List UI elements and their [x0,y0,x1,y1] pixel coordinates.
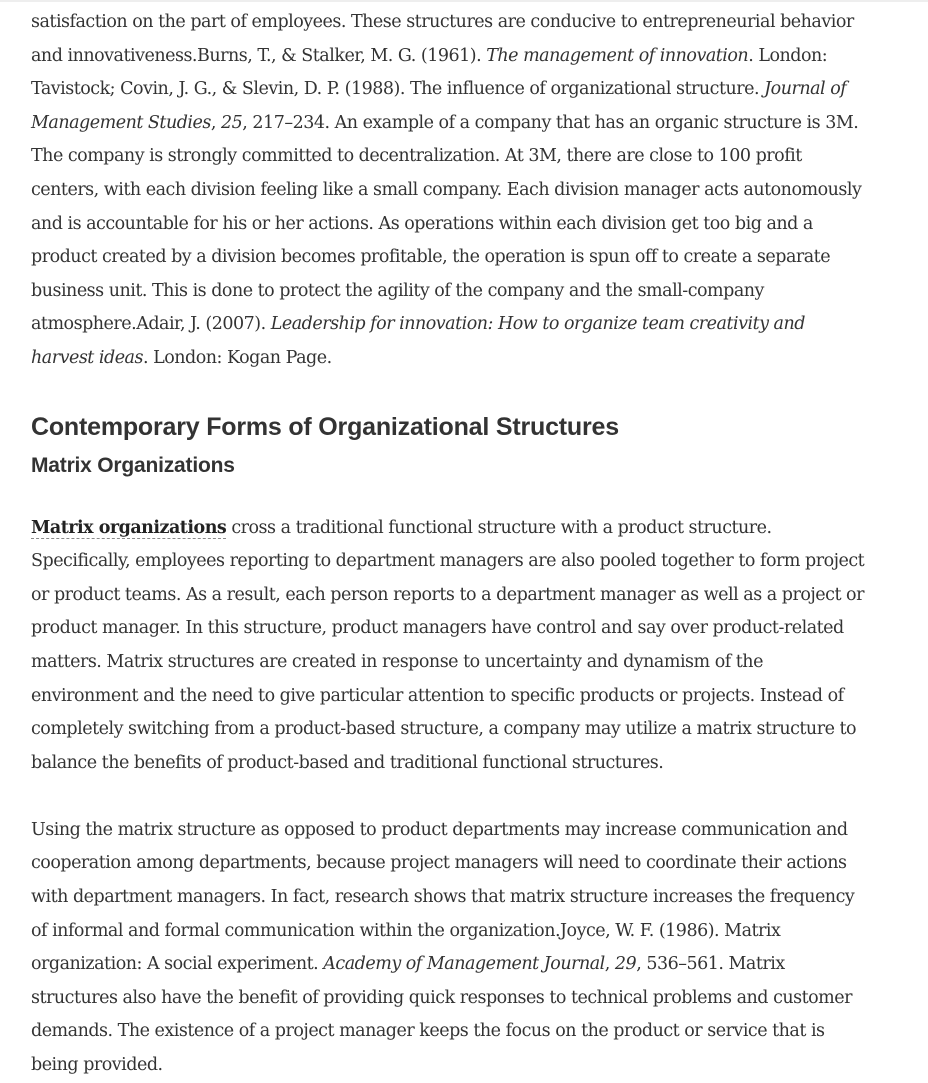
citation-volume: 25 [221,112,243,133]
citation-title: The management of innovation [486,45,749,66]
paragraph-text: , [210,112,222,133]
section-heading: Contemporary Forms of Organizational Structures [31,412,619,441]
paragraph-organic-structure [31,6,871,376]
paragraph-text: cross a traditional functional structure with a product structure. Specifically, employees reporting to department managers are also pooled together to form project or product teams. As a result, each person reports to a department manager as well as a project or product manager. In this structure, product managers have control and say over product-related matters. Matrix structures are created in response to uncertainty and dynamism of the environment and the need to give particular attention to specific products or projects. Instead of completely switching from a product-based structure, a company may utilize a matrix structure to balance the benefits of product-based and traditional functional structures. [31,517,865,773]
citation-title: Leadership for innovation: How to organize team creativity and harvest ideas [31,314,805,368]
glossary-term-link[interactable]: Matrix organizations [31,517,227,538]
paragraph-text: , 217–234. An example of a company that has an organic structure is 3M. The company is strongly committed to decentralization. At 3M, there are close to 100 profit centers, with each division feeling like a small company. Each division manager acts autonomously and is accountable for his or her actions. As operations within each division get too big and a product created by a division becomes profitable, the operation is spun off to create a separate business unit. This is done to protect the agility of the company and the small-company atmosphere.Adair, J. (2007). [31,112,862,335]
citation-volume: 29 [614,954,637,975]
paragraph-text: , 536–561. Matrix structures also have the benefit of providing quick responses to technical problems and customer demands. The existence of a project manager keeps the focus on the product or service that is being provided. [31,954,853,1076]
paragraph-text: , [604,954,615,975]
citation-journal: Journal of Management Studies [31,79,847,133]
top-divider [0,0,928,2]
article-content [31,6,871,1083]
paragraph-matrix-benefits [31,814,871,1083]
paragraph-matrix-definition [31,512,871,781]
paragraph-text: Using the matrix structure as opposed to product departments may increase communication and cooperation among departments, because project managers will need to coordinate their actions with department managers. In fact, research shows that matrix structure increases the frequency of informal and formal communication within the organization.Joyce, W. F. (1986). Matrix organization: A social experiment. [31,819,855,975]
subsection-heading: Matrix Organizations [31,453,235,477]
paragraph-text: satisfaction on the part of employees. These structures are conducive to entrepreneurial behavior and innovativeness.Burns, T., & Stalker, M. G. (1961). [31,12,854,66]
citation-journal: Academy of Management Journal [323,954,605,975]
paragraph-text: . London: Tavistock; Covin, J. G., & Slevin, D. P. (1988). The influence of organizational structure. [31,45,828,100]
paragraph-text: . London: Kogan Page. [142,347,332,368]
